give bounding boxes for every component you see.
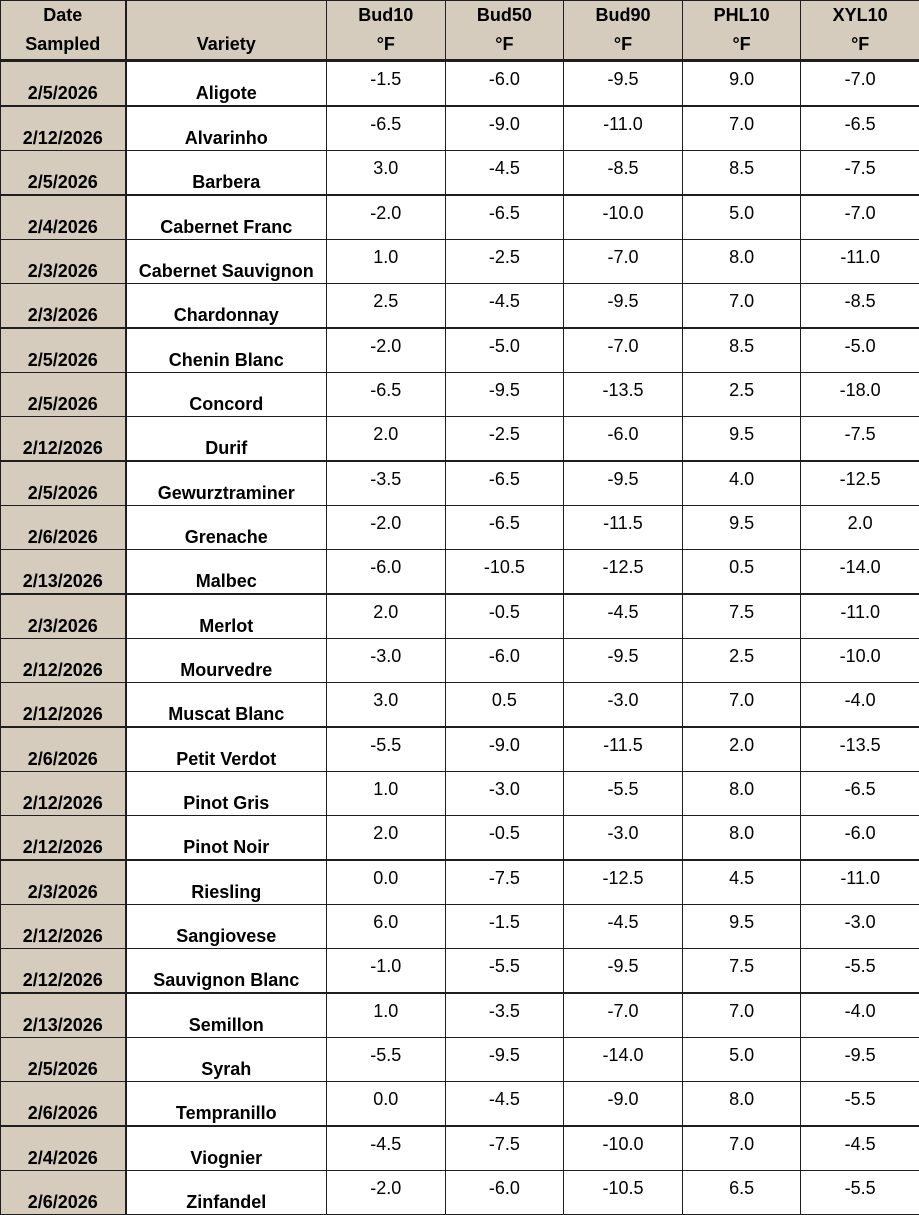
date-sampled-cell: 2/5/2026 — [1, 61, 126, 107]
xyl10-cell: -8.5 — [801, 284, 919, 329]
date-sampled-cell: 2/12/2026 — [1, 106, 126, 151]
bud10-cell: 2.0 — [327, 594, 446, 639]
xyl10-cell: -3.0 — [801, 905, 919, 949]
variety-cell: Muscat Blanc — [126, 683, 327, 728]
date-sampled-cell: 2/5/2026 — [1, 151, 126, 196]
variety-cell: Petit Verdot — [126, 727, 327, 772]
date-sampled-cell: 2/13/2026 — [1, 550, 126, 595]
column-header-variety — [126, 1, 327, 61]
table-row — [1, 1171, 919, 1215]
bud50-cell: -5.0 — [445, 328, 564, 373]
phl10-cell: 5.0 — [682, 195, 801, 240]
bud10-cell: 6.0 — [327, 905, 446, 949]
bud90-cell: -11.5 — [564, 506, 683, 550]
bud50-cell: -4.5 — [445, 151, 564, 196]
phl10-cell: 2.5 — [682, 639, 801, 683]
bud10-cell: 1.0 — [327, 772, 446, 816]
bud90-cell: -9.5 — [564, 949, 683, 994]
column-header-phl10 — [682, 1, 801, 61]
bud90-cell: -4.5 — [564, 594, 683, 639]
bud50-cell: -9.0 — [445, 727, 564, 772]
variety-cell: Chenin Blanc — [126, 328, 327, 373]
table-row — [1, 905, 919, 949]
phl10-cell: 7.0 — [682, 993, 801, 1038]
variety-cell: Chardonnay — [126, 284, 327, 329]
xyl10-cell: -5.5 — [801, 1171, 919, 1215]
bud50-cell: -9.0 — [445, 106, 564, 151]
column-header-bud90-label: Bud90 — [564, 1, 682, 30]
bud90-cell: -7.0 — [564, 993, 683, 1038]
table-row — [1, 727, 919, 772]
variety-cell: Grenache — [126, 506, 327, 550]
bud50-cell: -0.5 — [445, 816, 564, 861]
xyl10-cell: -6.5 — [801, 106, 919, 151]
column-header-bud90 — [564, 1, 683, 61]
bud50-cell: -6.0 — [445, 639, 564, 683]
bud10-cell: -5.5 — [327, 727, 446, 772]
table-body — [1, 61, 919, 1215]
bud50-cell: -3.0 — [445, 772, 564, 816]
bud90-cell: -14.0 — [564, 1038, 683, 1082]
bud10-cell: -2.0 — [327, 195, 446, 240]
bud10-cell: -6.0 — [327, 550, 446, 595]
bud50-cell: -0.5 — [445, 594, 564, 639]
table-row — [1, 816, 919, 861]
date-sampled-cell: 2/3/2026 — [1, 240, 126, 284]
table-row — [1, 993, 919, 1038]
xyl10-cell: -12.5 — [801, 461, 919, 506]
phl10-cell: 8.5 — [682, 151, 801, 196]
table-row — [1, 417, 919, 462]
bud10-cell: -2.0 — [327, 328, 446, 373]
xyl10-cell: 2.0 — [801, 506, 919, 550]
column-header-xyl10-unit: °F — [801, 30, 919, 59]
phl10-cell: 5.0 — [682, 1038, 801, 1082]
bud10-cell: 2.5 — [327, 284, 446, 329]
table-row — [1, 594, 919, 639]
bud10-cell: -6.5 — [327, 106, 446, 151]
phl10-cell: 7.0 — [682, 1126, 801, 1171]
bud10-cell: -2.0 — [327, 506, 446, 550]
column-header-xyl10-label: XYL10 — [801, 1, 919, 30]
variety-cell: Alvarinho — [126, 106, 327, 151]
xyl10-cell: -18.0 — [801, 373, 919, 417]
bud90-cell: -9.5 — [564, 461, 683, 506]
phl10-cell: 8.0 — [682, 1082, 801, 1127]
phl10-cell: 7.0 — [682, 106, 801, 151]
bud50-cell: 0.5 — [445, 683, 564, 728]
bud10-cell: 1.0 — [327, 240, 446, 284]
xyl10-cell: -4.0 — [801, 683, 919, 728]
date-sampled-cell: 2/4/2026 — [1, 195, 126, 240]
table-row — [1, 1038, 919, 1082]
table-row — [1, 1082, 919, 1127]
bud50-cell: -6.5 — [445, 461, 564, 506]
column-header-date-line2: Sampled — [1, 30, 125, 59]
column-header-bud50 — [445, 1, 564, 61]
variety-cell: Zinfandel — [126, 1171, 327, 1215]
phl10-cell: 8.0 — [682, 772, 801, 816]
date-sampled-cell: 2/5/2026 — [1, 328, 126, 373]
header-row — [1, 1, 919, 61]
table-row — [1, 373, 919, 417]
variety-cell: Aligote — [126, 61, 327, 107]
bud90-cell: -3.0 — [564, 683, 683, 728]
column-header-bud50-label: Bud50 — [446, 1, 564, 30]
bud10-cell: -5.5 — [327, 1038, 446, 1082]
xyl10-cell: -7.0 — [801, 195, 919, 240]
bud50-cell: -4.5 — [445, 1082, 564, 1127]
xyl10-cell: -11.0 — [801, 594, 919, 639]
bud10-cell: -4.5 — [327, 1126, 446, 1171]
column-header-bud90-unit: °F — [564, 30, 682, 59]
phl10-cell: 7.0 — [682, 284, 801, 329]
column-header-bud50-unit: °F — [446, 30, 564, 59]
date-sampled-cell: 2/12/2026 — [1, 772, 126, 816]
table-row — [1, 506, 919, 550]
bud50-cell: -9.5 — [445, 373, 564, 417]
date-sampled-cell: 2/6/2026 — [1, 506, 126, 550]
phl10-cell: 9.5 — [682, 905, 801, 949]
column-header-bud10 — [327, 1, 446, 61]
bud50-cell: -6.0 — [445, 1171, 564, 1215]
bud50-cell: -9.5 — [445, 1038, 564, 1082]
phl10-cell: 4.5 — [682, 860, 801, 905]
date-sampled-cell: 2/6/2026 — [1, 1171, 126, 1215]
bud90-cell: -4.5 — [564, 905, 683, 949]
xyl10-cell: -13.5 — [801, 727, 919, 772]
bud90-cell: -9.5 — [564, 284, 683, 329]
phl10-cell: 9.0 — [682, 61, 801, 107]
variety-cell: Viognier — [126, 1126, 327, 1171]
xyl10-cell: -6.0 — [801, 816, 919, 861]
bud50-cell: -2.5 — [445, 240, 564, 284]
date-sampled-cell: 2/5/2026 — [1, 1038, 126, 1082]
table-row — [1, 550, 919, 595]
bud10-cell: -3.5 — [327, 461, 446, 506]
variety-cell: Riesling — [126, 860, 327, 905]
phl10-cell: 8.0 — [682, 240, 801, 284]
bud50-cell: -5.5 — [445, 949, 564, 994]
date-sampled-cell: 2/5/2026 — [1, 373, 126, 417]
column-header-xyl10 — [801, 1, 919, 61]
variety-cell: Merlot — [126, 594, 327, 639]
bud50-cell: -3.5 — [445, 993, 564, 1038]
bud10-cell: 3.0 — [327, 151, 446, 196]
bud50-cell: -7.5 — [445, 1126, 564, 1171]
variety-cell: Durif — [126, 417, 327, 462]
bud90-cell: -6.0 — [564, 417, 683, 462]
xyl10-cell: -5.0 — [801, 328, 919, 373]
date-sampled-cell: 2/3/2026 — [1, 594, 126, 639]
variety-cell: Sangiovese — [126, 905, 327, 949]
xyl10-cell: -7.5 — [801, 417, 919, 462]
phl10-cell: 0.5 — [682, 550, 801, 595]
bud90-cell: -13.5 — [564, 373, 683, 417]
bud10-cell: -6.5 — [327, 373, 446, 417]
table-row — [1, 639, 919, 683]
bud10-cell: 0.0 — [327, 1082, 446, 1127]
bud50-cell: -4.5 — [445, 284, 564, 329]
variety-cell: Semillon — [126, 993, 327, 1038]
table-row — [1, 106, 919, 151]
date-sampled-cell: 2/3/2026 — [1, 860, 126, 905]
bud10-cell: 2.0 — [327, 417, 446, 462]
xyl10-cell: -7.0 — [801, 61, 919, 107]
bud90-cell: -9.5 — [564, 639, 683, 683]
bud10-cell: -1.0 — [327, 949, 446, 994]
xyl10-cell: -6.5 — [801, 772, 919, 816]
bud10-cell: -1.5 — [327, 61, 446, 107]
phl10-cell: 2.0 — [682, 727, 801, 772]
bud10-cell: 3.0 — [327, 683, 446, 728]
date-sampled-cell: 2/6/2026 — [1, 727, 126, 772]
variety-cell: Concord — [126, 373, 327, 417]
variety-cell: Malbec — [126, 550, 327, 595]
date-sampled-cell: 2/5/2026 — [1, 461, 126, 506]
column-header-bud10-label: Bud10 — [327, 1, 445, 30]
table-row — [1, 683, 919, 728]
table-row — [1, 195, 919, 240]
xyl10-cell: -4.5 — [801, 1126, 919, 1171]
xyl10-cell: -7.5 — [801, 151, 919, 196]
table-row — [1, 860, 919, 905]
bud50-cell: -6.0 — [445, 61, 564, 107]
variety-cell: Mourvedre — [126, 639, 327, 683]
bud90-cell: -7.0 — [564, 240, 683, 284]
bud90-cell: -12.5 — [564, 550, 683, 595]
column-header-date-line1: Date — [1, 1, 125, 30]
column-header-variety-label: Variety — [127, 30, 327, 59]
phl10-cell: 7.0 — [682, 683, 801, 728]
phl10-cell: 6.5 — [682, 1171, 801, 1215]
column-header-bud10-unit: °F — [327, 30, 445, 59]
variety-cell: Barbera — [126, 151, 327, 196]
bud90-cell: -5.5 — [564, 772, 683, 816]
table-row — [1, 461, 919, 506]
phl10-cell: 9.5 — [682, 417, 801, 462]
bud10-cell: 1.0 — [327, 993, 446, 1038]
bud90-cell: -12.5 — [564, 860, 683, 905]
bud10-cell: -3.0 — [327, 639, 446, 683]
phl10-cell: 8.5 — [682, 328, 801, 373]
xyl10-cell: -11.0 — [801, 240, 919, 284]
variety-cell: Sauvignon Blanc — [126, 949, 327, 994]
bud10-cell: -2.0 — [327, 1171, 446, 1215]
xyl10-cell: -5.5 — [801, 1082, 919, 1127]
bud90-cell: -11.0 — [564, 106, 683, 151]
bud90-cell: -7.0 — [564, 328, 683, 373]
table-row — [1, 1126, 919, 1171]
xyl10-cell: -10.0 — [801, 639, 919, 683]
phl10-cell: 8.0 — [682, 816, 801, 861]
column-header-phl10-unit: °F — [683, 30, 801, 59]
date-sampled-cell: 2/12/2026 — [1, 639, 126, 683]
phl10-cell: 2.5 — [682, 373, 801, 417]
variety-cell: Syrah — [126, 1038, 327, 1082]
bud90-cell: -10.5 — [564, 1171, 683, 1215]
bud50-cell: -6.5 — [445, 506, 564, 550]
table-row — [1, 61, 919, 107]
xyl10-cell: -11.0 — [801, 860, 919, 905]
bud10-cell: 2.0 — [327, 816, 446, 861]
bud90-cell: -11.5 — [564, 727, 683, 772]
bud90-cell: -3.0 — [564, 816, 683, 861]
table-row — [1, 328, 919, 373]
date-sampled-cell: 2/13/2026 — [1, 993, 126, 1038]
bud90-cell: -9.5 — [564, 61, 683, 107]
bud90-cell: -8.5 — [564, 151, 683, 196]
bud90-cell: -10.0 — [564, 1126, 683, 1171]
column-header-phl10-label: PHL10 — [683, 1, 801, 30]
bud10-cell: 0.0 — [327, 860, 446, 905]
date-sampled-cell: 2/3/2026 — [1, 284, 126, 329]
bud50-cell: -10.5 — [445, 550, 564, 595]
bud50-cell: -1.5 — [445, 905, 564, 949]
variety-cell: Cabernet Franc — [126, 195, 327, 240]
table-row — [1, 151, 919, 196]
variety-cell: Cabernet Sauvignon — [126, 240, 327, 284]
table-row — [1, 949, 919, 994]
xyl10-cell: -9.5 — [801, 1038, 919, 1082]
table-row — [1, 284, 919, 329]
phl10-cell: 4.0 — [682, 461, 801, 506]
variety-cell: Tempranillo — [126, 1082, 327, 1127]
date-sampled-cell: 2/12/2026 — [1, 683, 126, 728]
bud50-cell: -2.5 — [445, 417, 564, 462]
xyl10-cell: -5.5 — [801, 949, 919, 994]
date-sampled-cell: 2/12/2026 — [1, 905, 126, 949]
date-sampled-cell: 2/12/2026 — [1, 417, 126, 462]
phl10-cell: 7.5 — [682, 949, 801, 994]
bud90-cell: -10.0 — [564, 195, 683, 240]
bud50-cell: -7.5 — [445, 860, 564, 905]
variety-cell: Pinot Noir — [126, 816, 327, 861]
table-row — [1, 772, 919, 816]
phl10-cell: 9.5 — [682, 506, 801, 550]
date-sampled-cell: 2/6/2026 — [1, 1082, 126, 1127]
date-sampled-cell: 2/4/2026 — [1, 1126, 126, 1171]
bud90-cell: -9.0 — [564, 1082, 683, 1127]
date-sampled-cell: 2/12/2026 — [1, 816, 126, 861]
table-row — [1, 240, 919, 284]
column-header-date-sampled — [1, 1, 126, 61]
variety-cell: Gewurztraminer — [126, 461, 327, 506]
variety-cell: Pinot Gris — [126, 772, 327, 816]
xyl10-cell: -14.0 — [801, 550, 919, 595]
bud50-cell: -6.5 — [445, 195, 564, 240]
phl10-cell: 7.5 — [682, 594, 801, 639]
date-sampled-cell: 2/12/2026 — [1, 949, 126, 994]
xyl10-cell: -4.0 — [801, 993, 919, 1038]
